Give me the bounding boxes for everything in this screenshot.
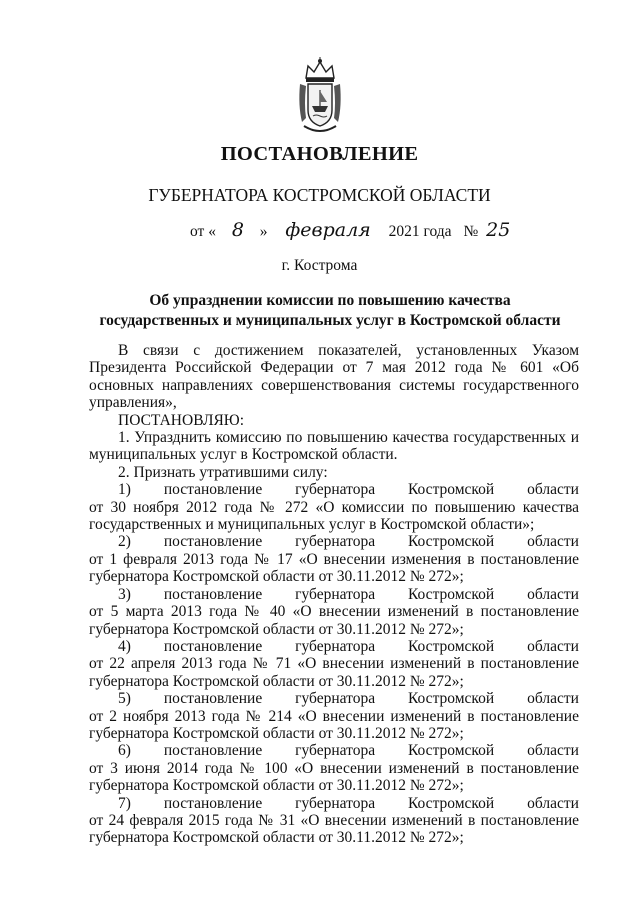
date-year: 2021 года	[388, 223, 452, 240]
item-word: Костромской	[407, 690, 495, 708]
item-word: губернатора	[295, 585, 376, 603]
list-item	[89, 533, 579, 585]
item-word: области	[527, 481, 579, 499]
list-item	[89, 690, 579, 742]
item-text: от 24 февраля 2015 года № 31 «О внесении изменений в постановление губернатора Костромской области от 30.11.2012 № 272»;	[89, 811, 579, 847]
item-number: 7)	[118, 794, 131, 812]
item-word: постановление	[163, 637, 263, 655]
heading-line: Об упразднении комиссии по повышению качества	[149, 292, 511, 309]
list-item	[89, 742, 579, 794]
document-type-title: ПОСТАНОВЛЕНИЕ	[220, 143, 419, 165]
item-word: постановление	[163, 794, 263, 812]
document-heading	[80, 291, 580, 331]
item-number: 3)	[118, 585, 131, 603]
document-number: 25	[486, 219, 511, 241]
item-text: от 22 апреля 2013 года № 71 «О внесении изменений в постановление губернатора Костромской области от 30.11.2012 № 272»;	[89, 655, 579, 690]
item-word: Костромской	[407, 481, 495, 499]
item-word: губернатора	[295, 794, 376, 812]
item-word: постановление	[163, 585, 263, 603]
date-prefix: от «	[190, 223, 216, 240]
item-word: губернатора	[295, 481, 376, 499]
item-word: постановление	[163, 742, 263, 760]
item-word: области	[527, 637, 579, 655]
item-word: губернатора	[295, 690, 376, 708]
date-month: февраля	[285, 219, 371, 241]
preamble: В связи с достижением показателей, установленных Указом Президента Российской Федерации от 7 мая 2012 года № 601 «Об основных направлениях совершенствования системы государственного управления»,	[89, 342, 579, 412]
item-number: 6)	[118, 742, 131, 760]
item-text: от 2 ноября 2013 года № 214 «О внесении изменений в постановление губернатора Костромской области от 30.11.2012 № 272»;	[89, 707, 579, 742]
item-word: Костромской	[407, 794, 495, 812]
item-word: губернатора	[295, 637, 376, 655]
item-word: области	[527, 742, 579, 760]
repealed-list	[89, 481, 579, 847]
item-number: 1)	[118, 481, 131, 499]
item-word: губернатора	[295, 742, 376, 760]
item-text: от 1 февраля 2013 года № 17 «О внесении изменения в постановление губернатора Костромской области от 30.11.2012 № 272»;	[89, 550, 579, 586]
item-word: области	[527, 533, 579, 551]
item-word: постановление	[163, 690, 263, 708]
item-number: 2)	[118, 533, 131, 551]
point-1: 1. Упразднить комиссию по повышению качества государственных и муниципальных услуг в Костромской области.	[89, 429, 579, 464]
list-item	[89, 638, 579, 690]
kostroma-coat-of-arms-icon	[296, 56, 344, 136]
document-body	[89, 342, 579, 847]
item-word: Костромской	[407, 742, 495, 760]
list-item	[89, 795, 579, 847]
city: г. Кострома	[281, 257, 358, 274]
item-number: 5)	[118, 690, 131, 708]
number-sign: №	[463, 223, 479, 240]
item-number: 4)	[118, 637, 131, 655]
item-text: от 5 марта 2013 года № 40 «О внесении изменений в постановление губернатора Костромской области от 30.11.2012 № 272»;	[89, 603, 579, 638]
date-line	[190, 219, 510, 241]
heading-line: государственных и муниципальных услуг в Костромской области	[99, 312, 561, 329]
item-word: области	[527, 690, 579, 708]
item-text: от 30 ноября 2012 года № 272 «О комиссии по повышению качества государственных и муниципальных услуг в Костромской области»;	[89, 498, 579, 534]
date-day: 8	[231, 219, 244, 241]
item-text: от 3 июня 2014 года № 100 «О внесении изменений в постановление губернатора Костромской области от 30.11.2012 № 272»;	[89, 759, 579, 795]
item-word: постановление	[163, 533, 263, 551]
item-word: Костромской	[407, 637, 495, 655]
item-word: области	[527, 794, 579, 812]
item-word: области	[527, 585, 579, 603]
list-item	[89, 586, 579, 638]
date-day-suffix: »	[259, 223, 268, 240]
item-word: постановление	[163, 481, 263, 499]
list-item	[89, 481, 579, 533]
decree-word: ПОСТАНОВЛЯЮ:	[118, 411, 245, 429]
point-2: 2. Признать утратившими силу:	[118, 463, 328, 481]
item-word: Костромской	[407, 585, 495, 603]
issuer-title: ГУБЕРНАТОРА КОСТРОМСКОЙ ОБЛАСТИ	[148, 185, 491, 205]
item-word: Костромской	[407, 533, 495, 551]
item-word: губернатора	[295, 533, 376, 551]
